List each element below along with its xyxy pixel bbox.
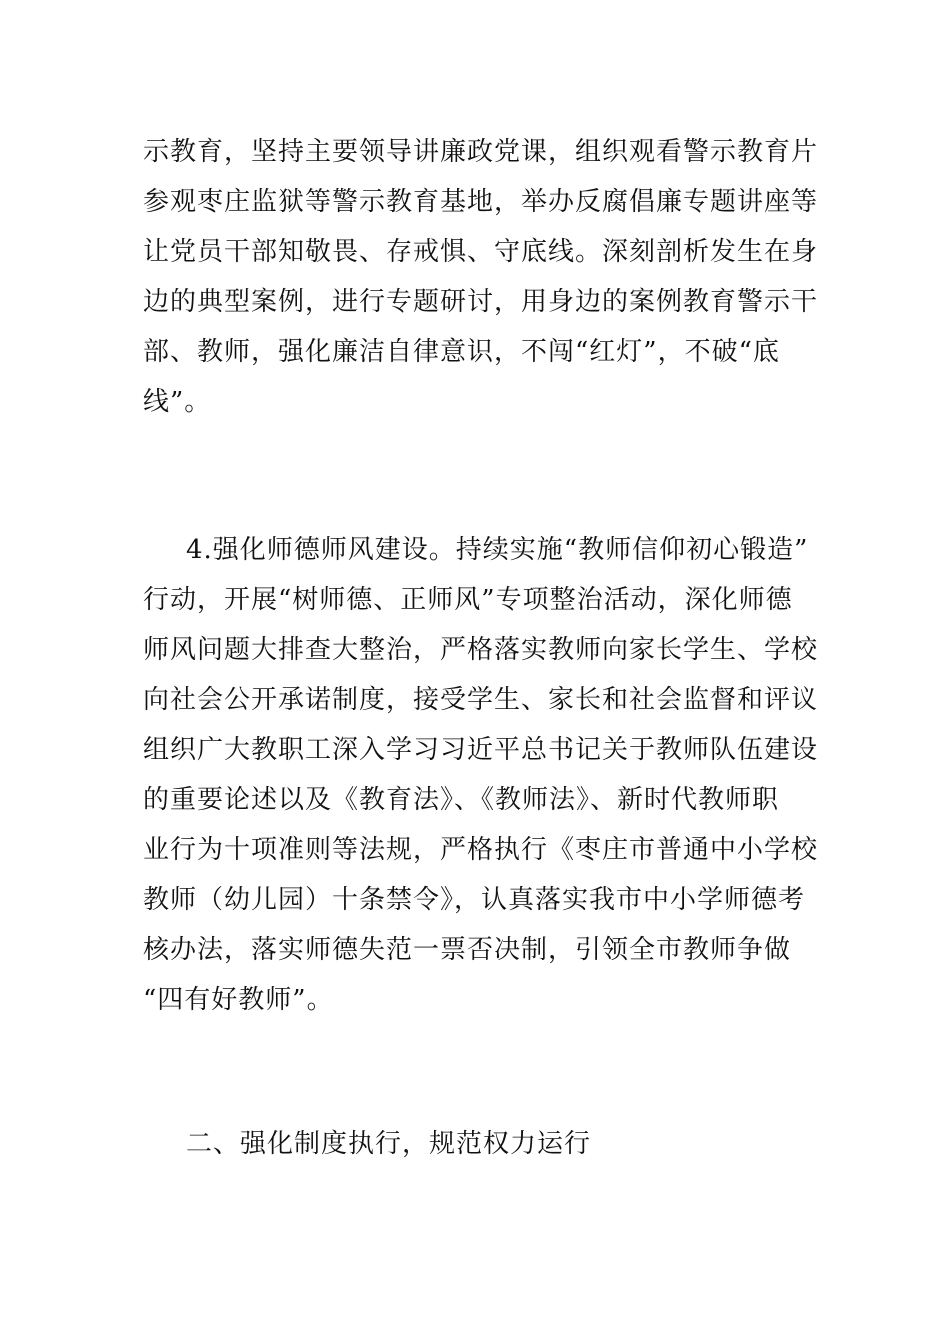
paragraph-line: 组织广大教职工深入学习习近平总书记关于教师队伍建设 (143, 735, 819, 765)
paragraph-line: 业行为十项准则等法规，严格执行《枣庄市普通中小学校 (143, 835, 819, 865)
paragraph-line: “四有好教师”。 (143, 985, 334, 1015)
paragraph-line: 示教育，坚持主要领导讲廉政党课，组织观看警示教育片 (143, 137, 819, 167)
paragraph-line: 核办法，落实师德失范一票否决制，引领全市教师争做 (143, 935, 792, 965)
paragraph-line: 教师（幼儿园）十条禁令》，认真落实我市中小学师德考 (143, 885, 806, 915)
paragraph-line: 参观枣庄监狱等警示教育基地，举办反腐倡廉专题讲座等 (143, 187, 819, 217)
paragraph-line: 师风问题大排查大整治，严格落实教师向家长学生、学校 (143, 635, 819, 665)
paragraph-line: 的重要论述以及《教育法》、《教师法》、新时代教师职 (143, 785, 780, 815)
paragraph-line: 部、教师，强化廉洁自律意识，不闯“红灯”，不破“底 (143, 337, 780, 367)
section-heading: 二、强化制度执行，规范权力运行 (186, 1129, 592, 1159)
paragraph-line: 线”。 (143, 387, 212, 417)
paragraph-line: 边的典型案例，进行专题研讨，用身边的案例教育警示干 (143, 287, 819, 317)
paragraph-line: 让党员干部知敬畏、存戒惧、守底线。深刻剖析发生在身 (143, 237, 819, 267)
paragraph-line: 行动，开展“树师德、正师风”专项整治活动，深化师德 (143, 585, 793, 615)
paragraph-line: 向社会公开承诺制度，接受学生、家长和社会监督和评议 (143, 685, 819, 715)
paragraph-line: 4.强化师德师风建设。持续实施“教师信仰初心锻造” (186, 535, 809, 565)
